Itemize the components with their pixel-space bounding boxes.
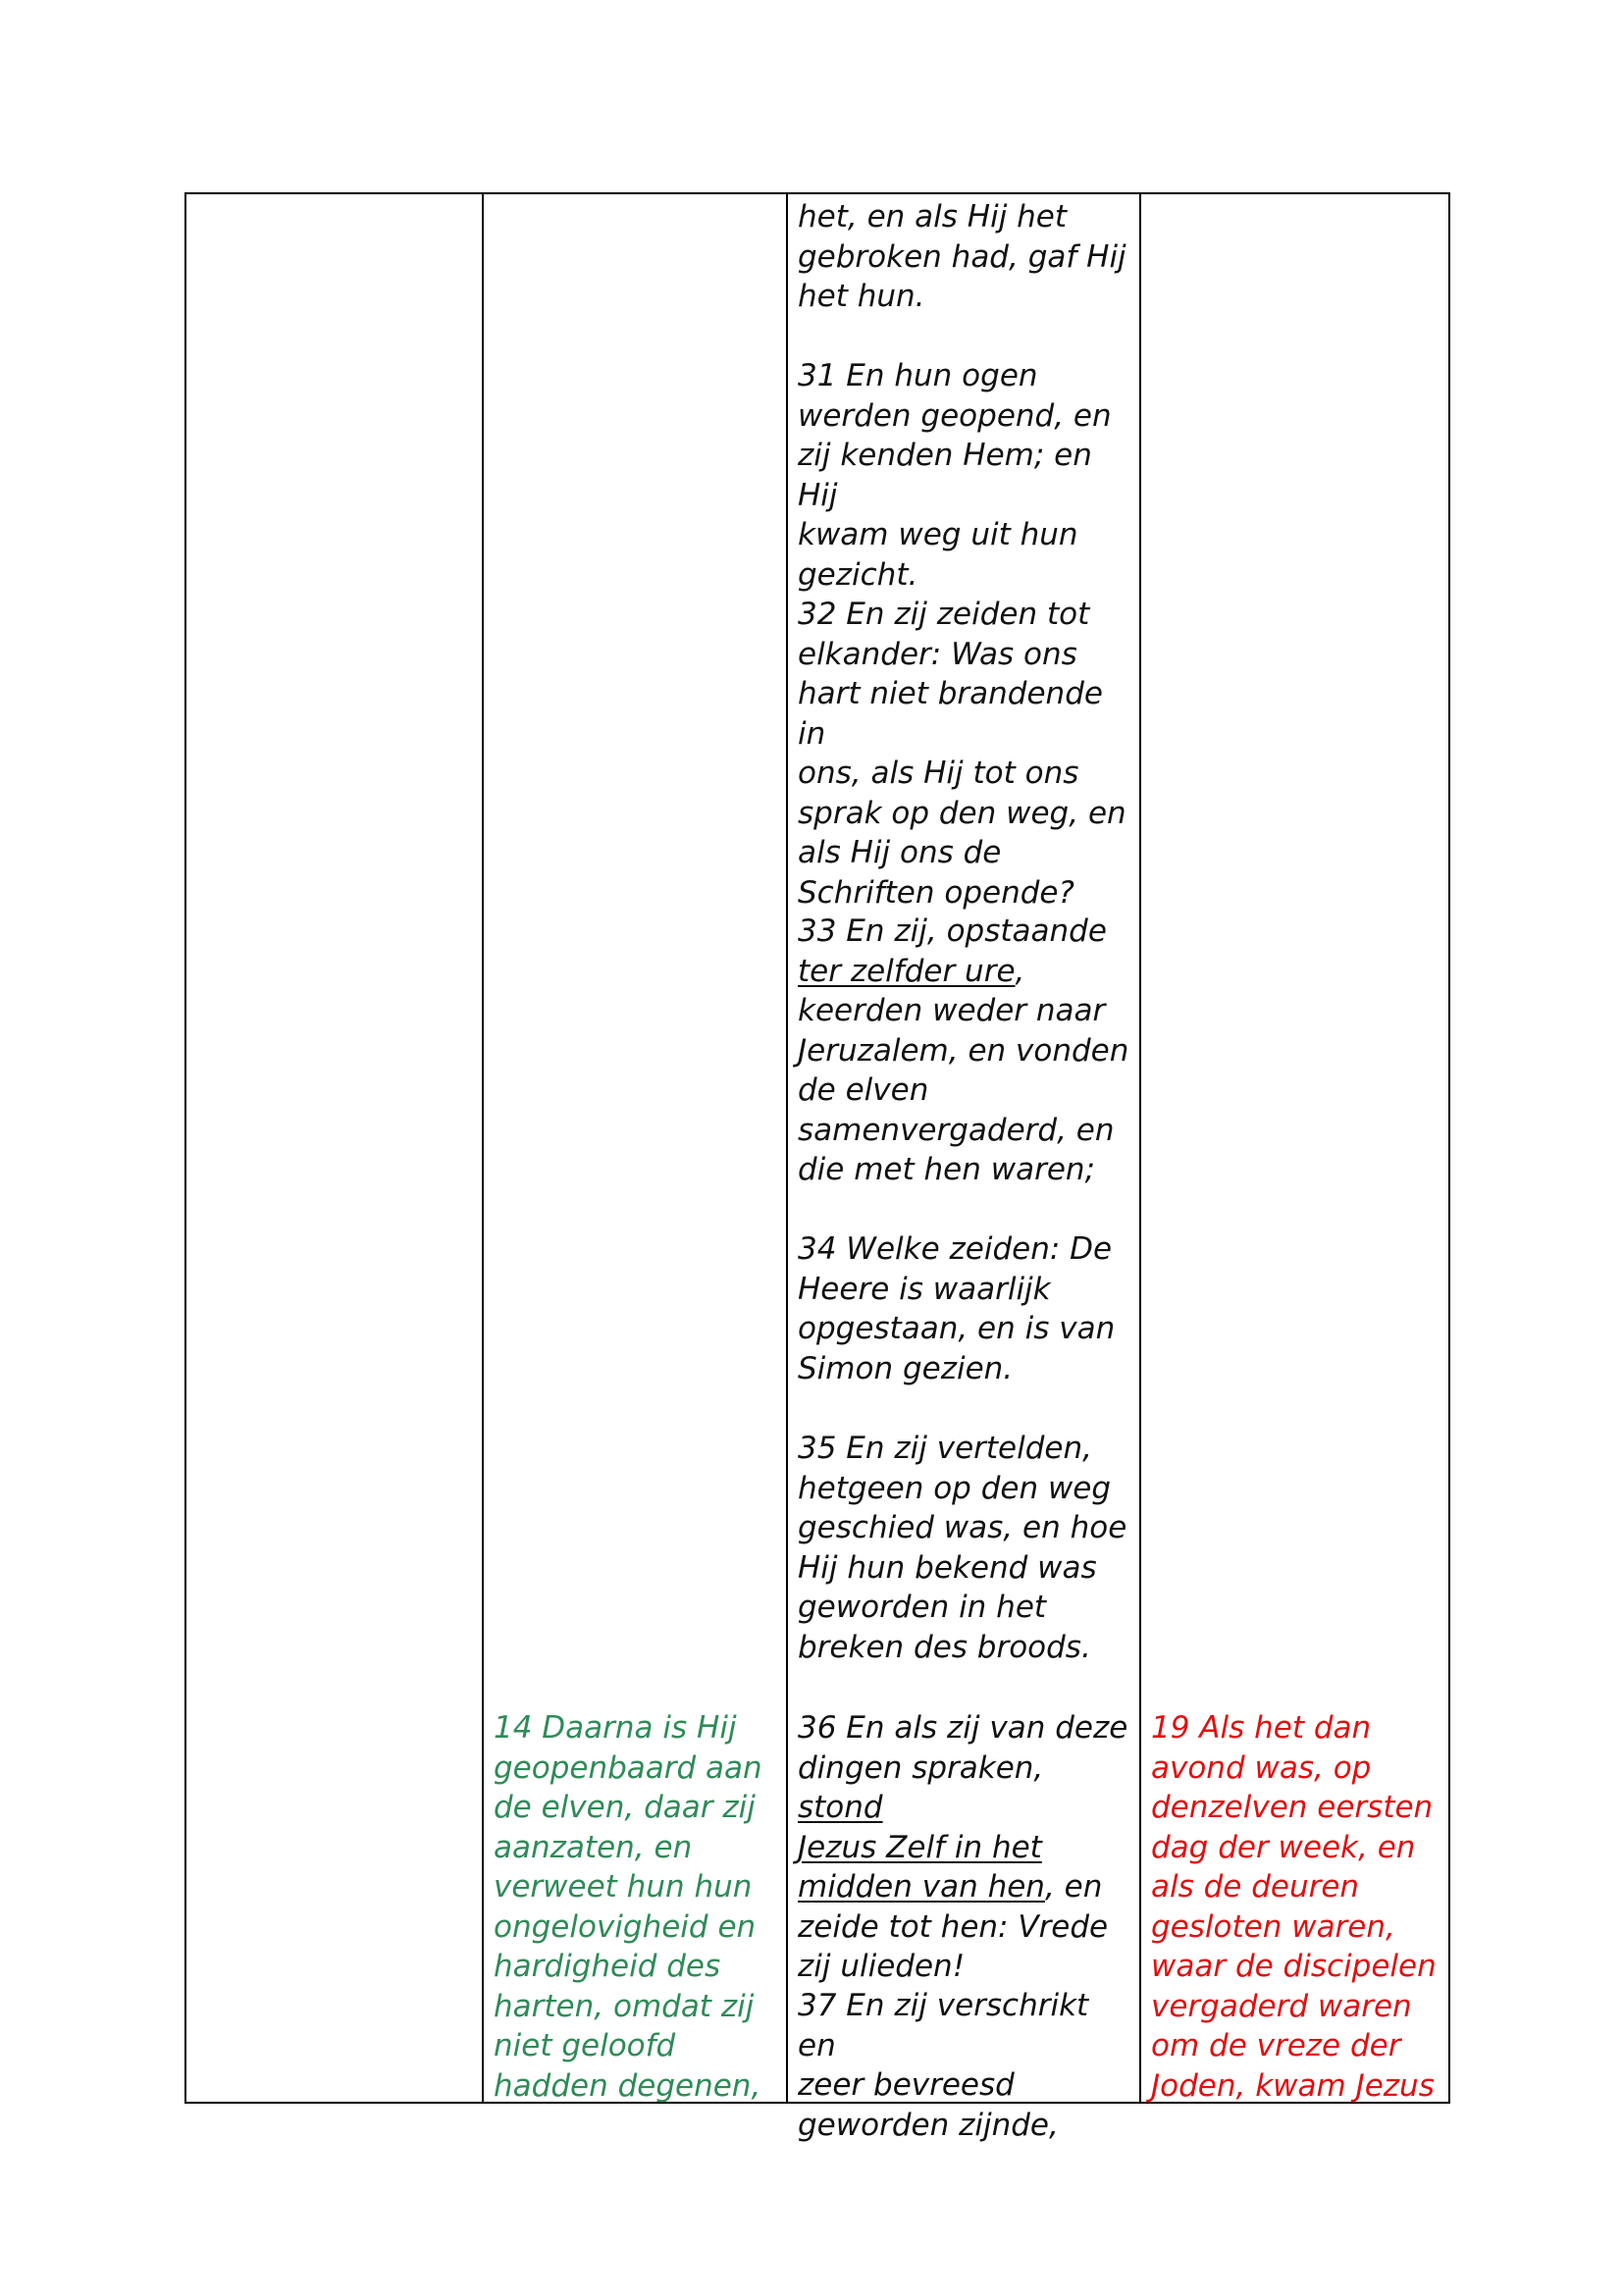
luke-24-32-verse: 32 En zij zeiden tot elkander: Was ons hart niet brandende in ons, als Hij tot ons sprak op den weg, en als Hij ons de Schriften opende? [798, 597, 1126, 911]
verse-text: 36 En als zij van deze dingen spraken, [798, 1710, 1128, 1786]
luke-24-34-verse: 34 Welke zeiden: De Heere is waarlijk opgestaan, en is van Simon gezien. [798, 1231, 1116, 1386]
john-20-19-verse: 19 Als het dan avond was, op denzelven eersten dag der week, en als de deuren gesloten waren, waar de discipelen vergaderd waren om de vreze der Joden, kwam Jezus [1151, 1710, 1437, 2104]
verse-text: , en zeide tot hen: Vrede zij ulieden! [798, 1869, 1109, 1984]
underlined-phrase: ter zelfder ure [798, 953, 1016, 989]
gospel-comparison-table [184, 192, 1450, 2143]
underlined-phrase: stond [798, 1790, 883, 1825]
verse-text: 33 En zij, opstaande [798, 913, 1107, 949]
verse-text: , keerden weder naar Jeruzalem, en vonden de elven samenvergaderd, en die met hen waren; [798, 953, 1129, 1187]
column-3-cell [787, 193, 1140, 2143]
column-1-cell [185, 193, 483, 2103]
column-2-cell [483, 193, 787, 2103]
luke-24-36-verse [798, 1708, 1135, 1987]
luke-24-31-verse: 31 En hun ogen werden geopend, en zij kenden Hem; en Hij kwam weg uit hun gezicht. [798, 358, 1112, 593]
luke-24-30-end: het, en als Hij het gebroken had, gaf Hij het hun. [798, 199, 1126, 314]
luke-24-37-verse: 37 En zij verschrikt en zeer bevreesd geworden zijnde, [798, 1988, 1089, 2143]
underlined-phrase: Jezus Zelf in het [798, 1829, 1042, 1865]
luke-24-35-verse: 35 En zij vertelden, hetgeen op den weg geschied was, en hoe Hij hun bekend was geworden in het breken des broods. [798, 1431, 1127, 1665]
luke-24-33-verse [798, 912, 1135, 1190]
table-row [185, 193, 1449, 2103]
column-4-cell [1140, 193, 1449, 2103]
mark-16-14-verse: 14 Daarna is Hij geopenbaard aan de elven, daar zij aanzaten, en verweet hun hun ongelovigheid en hardigheid des harten, omdat zij niet geloofd hadden degenen, [494, 1710, 762, 2104]
underlined-phrase: midden van hen [798, 1869, 1045, 1905]
